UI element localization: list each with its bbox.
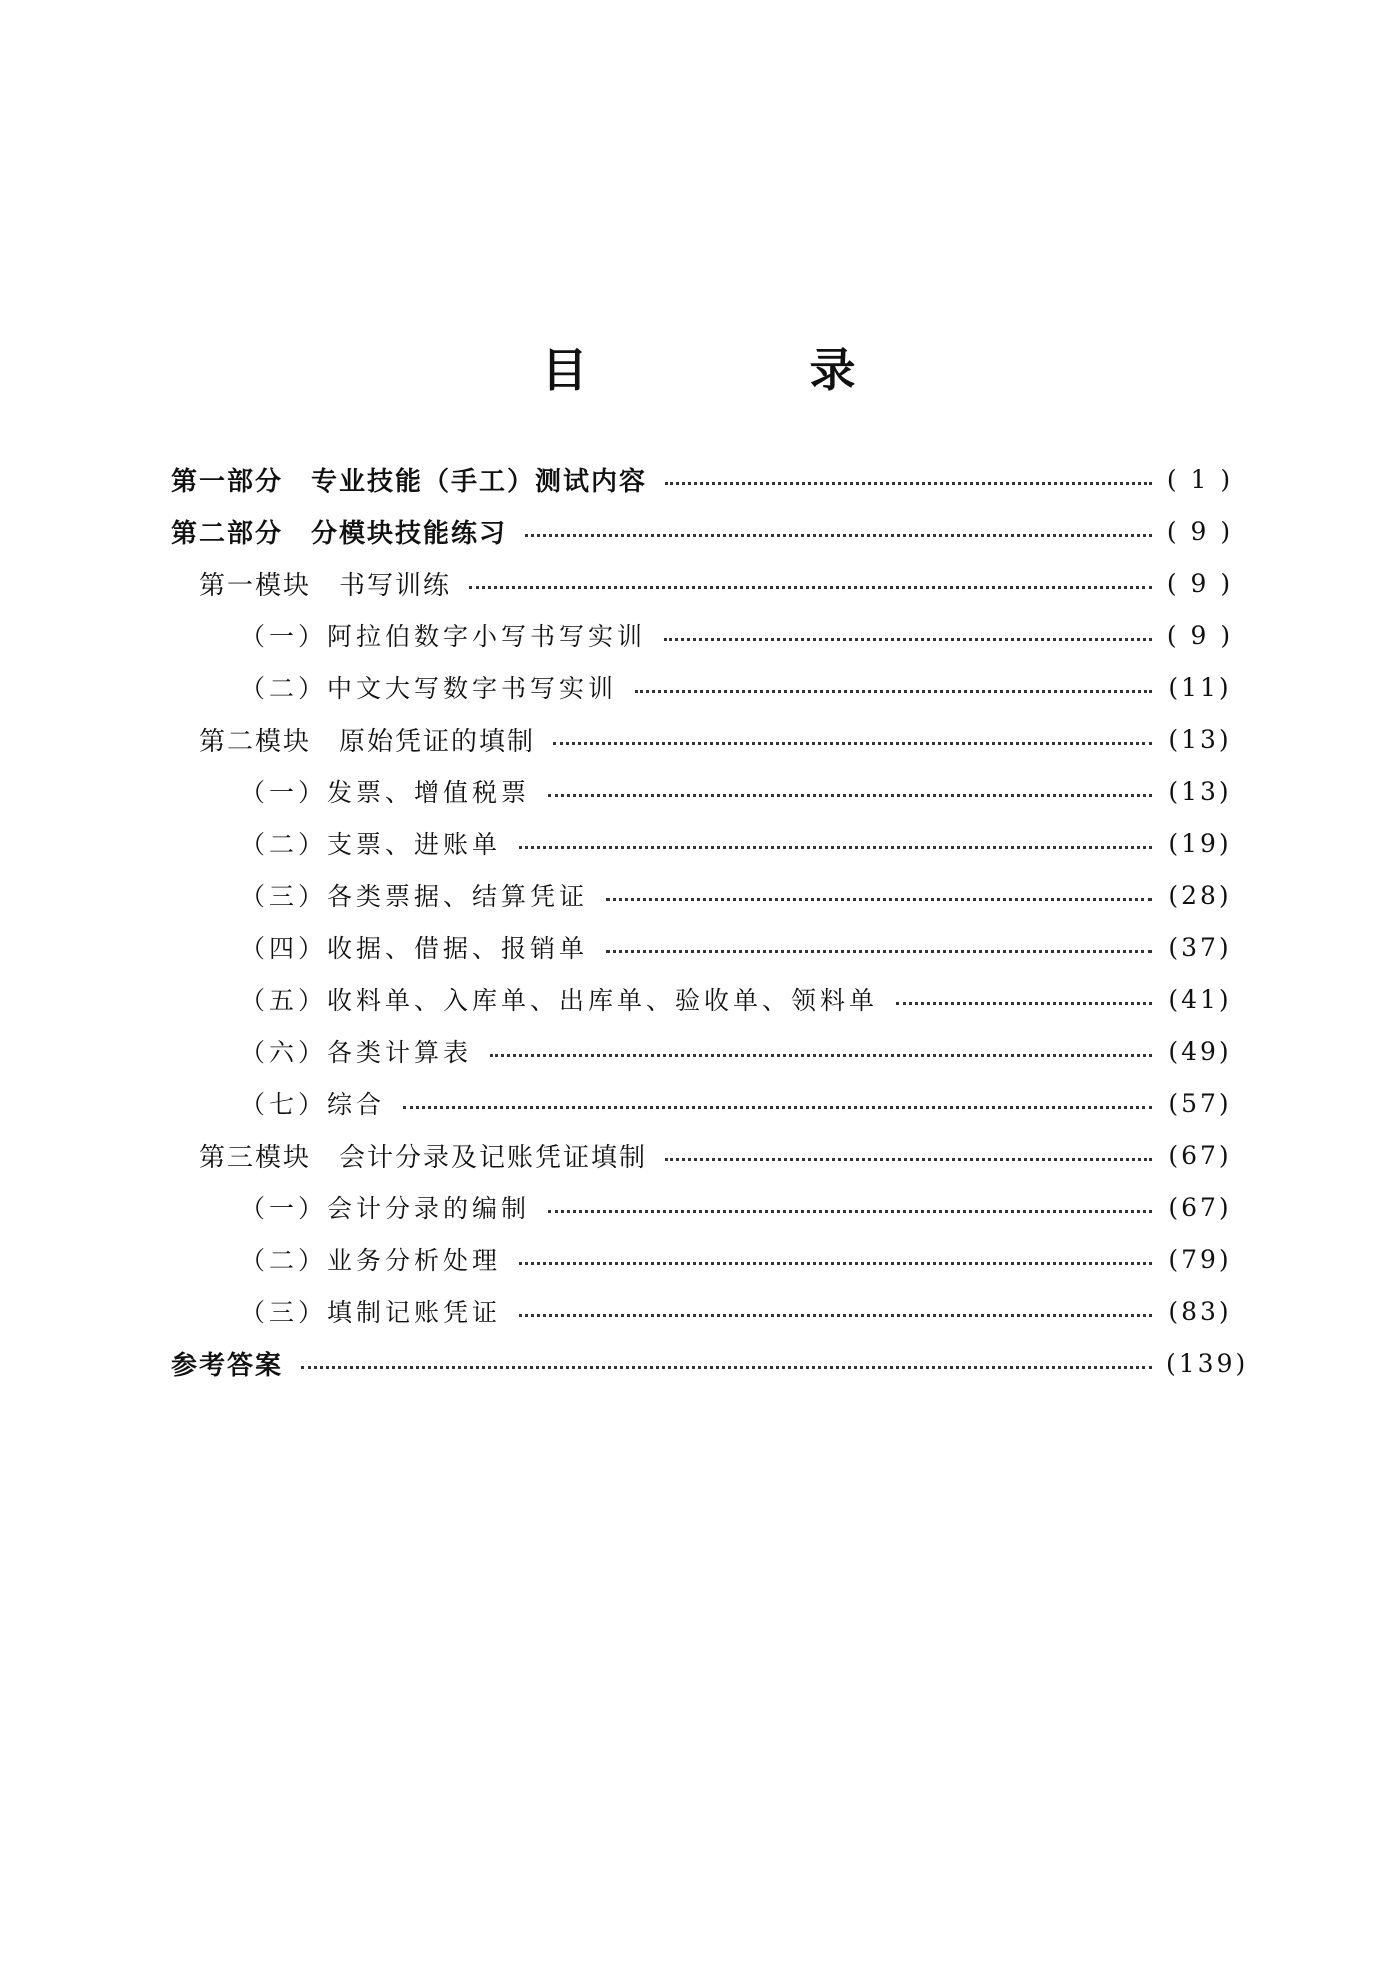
toc-page-number: (19) — [1168, 828, 1232, 858]
toc-entry-label: （一）发票、增值税票 — [240, 778, 531, 807]
toc-entry-label: （三）填制记账凭证 — [240, 1298, 502, 1327]
toc-page-number: (49) — [1168, 1036, 1232, 1066]
dot-leader — [519, 1314, 1152, 1317]
dot-leader — [665, 482, 1152, 485]
toc-entry-label: （一）阿拉伯数字小写书写实训 — [240, 622, 647, 651]
dot-leader — [548, 794, 1152, 797]
dot-leader — [635, 690, 1152, 693]
dot-leader — [664, 638, 1152, 641]
toc-page-number: ( 9 ) — [1166, 620, 1234, 650]
dot-leader — [665, 1158, 1152, 1161]
toc-entry[interactable] — [0, 1233, 1397, 1285]
toc-entry-label: （七）综合 — [240, 1090, 386, 1119]
toc-page-number: (57) — [1168, 1088, 1232, 1118]
toc-page-number: ( 1 ) — [1166, 464, 1234, 494]
toc-entry[interactable] — [0, 1181, 1397, 1233]
toc-entry[interactable] — [0, 505, 1397, 557]
dot-leader — [403, 1106, 1152, 1109]
toc-entry-label: （二）支票、进账单 — [240, 830, 502, 859]
toc-entry[interactable] — [0, 1077, 1397, 1129]
toc-entry-label: 第三模块 会计分录及记账凭证填制 — [199, 1142, 648, 1173]
dot-leader — [525, 534, 1152, 537]
dot-leader — [606, 898, 1152, 901]
toc-entry-label: （五）收料单、入库单、出库单、验收单、领料单 — [240, 986, 879, 1015]
dot-leader — [606, 950, 1152, 953]
toc-entry-label: 第二模块 原始凭证的填制 — [199, 726, 536, 757]
toc-entry[interactable] — [0, 609, 1397, 661]
toc-entry[interactable] — [0, 453, 1397, 505]
dot-leader — [548, 1210, 1152, 1213]
toc-entry[interactable] — [0, 1285, 1397, 1337]
toc-entry-label: （三）各类票据、结算凭证 — [240, 882, 589, 911]
toc-entry[interactable] — [0, 817, 1397, 869]
toc-page-number: (13) — [1168, 776, 1232, 806]
toc-page-number: ( 9 ) — [1166, 516, 1234, 546]
toc-entry[interactable] — [0, 1025, 1397, 1077]
toc-page-number: (37) — [1168, 932, 1232, 962]
toc-entry[interactable] — [0, 973, 1397, 1025]
toc-page-number: ( 9 ) — [1166, 568, 1234, 598]
toc-page-number: (67) — [1168, 1192, 1232, 1222]
toc-entry-label: （六）各类计算表 — [240, 1038, 473, 1067]
toc-entry-label: 第一模块 书写训练 — [199, 570, 452, 601]
toc-entry-label: （一）会计分录的编制 — [240, 1194, 531, 1223]
toc-page-number: (41) — [1168, 984, 1232, 1014]
toc-entry[interactable] — [0, 921, 1397, 973]
toc-page-number: (139) — [1166, 1348, 1249, 1378]
dot-leader — [469, 586, 1152, 589]
toc-entry-label: 第二部分 分模块技能练习 — [171, 518, 508, 549]
toc-entry[interactable] — [0, 1129, 1397, 1181]
toc-page-number: (67) — [1168, 1140, 1232, 1170]
toc-page-number: (79) — [1168, 1244, 1232, 1274]
toc-entry-label: （四）收据、借据、报销单 — [240, 934, 589, 963]
dot-leader — [896, 1002, 1152, 1005]
dot-leader — [519, 1262, 1152, 1265]
toc-entry[interactable] — [0, 765, 1397, 817]
dot-leader — [553, 742, 1152, 745]
toc-entry-label: 参考答案 — [171, 1350, 284, 1381]
toc-page-number: (13) — [1168, 724, 1232, 754]
toc-entry-label: 第一部分 专业技能（手工）测试内容 — [171, 466, 648, 497]
toc-entry-label: （二）业务分析处理 — [240, 1246, 502, 1275]
toc-entry[interactable] — [0, 661, 1397, 713]
dot-leader — [490, 1054, 1152, 1057]
toc-page-number: (83) — [1168, 1296, 1232, 1326]
toc-entry-label: （二）中文大写数字书写实训 — [240, 674, 618, 703]
dot-leader — [301, 1366, 1152, 1369]
toc-page-number: (28) — [1168, 880, 1232, 910]
toc-entry[interactable] — [0, 1337, 1397, 1389]
toc-page-number: (11) — [1168, 672, 1232, 702]
dot-leader — [519, 846, 1152, 849]
toc-entry[interactable] — [0, 557, 1397, 609]
page-title: 目 录 — [541, 343, 944, 397]
toc-entry[interactable] — [0, 713, 1397, 765]
toc-entry[interactable] — [0, 869, 1397, 921]
